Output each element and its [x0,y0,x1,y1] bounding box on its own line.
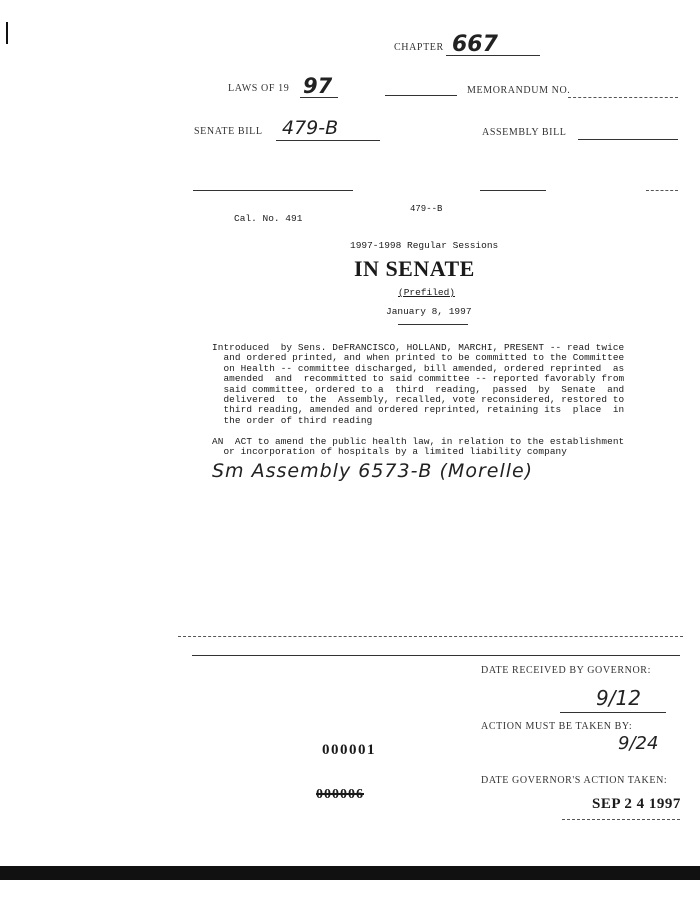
intro-line: and ordered printed, and when printed to be committed to the Committee [212,352,625,364]
bill-number: 479--B [410,204,443,214]
intro-line: Introduced by Sens. DeFRANCISCO, HOLLAND, MARCHI, PRESENT -- read twice [212,342,625,353]
laws-label: LAWS OF 19 [228,83,290,94]
bottom-bar [0,866,700,880]
senate-bill-label: SENATE BILL [194,126,263,137]
memorandum-line [568,97,678,98]
intro-line: amended and recommitted to said committee -- reported favorably from [212,373,625,385]
laws-line [300,97,338,98]
action-taken-label: DATE GOVERNOR'S ACTION TAKEN: [481,775,668,786]
intro-line: on Health -- committee discharged, bill amended, ordered reprinted as [212,362,625,374]
intro-line: the order of third reading [212,414,373,426]
assembly-bill-line [578,139,678,140]
session: 1997-1998 Regular Sessions [350,240,499,251]
struck-number: 000006 [316,787,364,802]
act-line: AN ACT to amend the public health law, in relation to the establishment [212,436,625,447]
memorandum-label: MEMORANDUM NO. [467,85,571,96]
introduction-paragraph [212,343,624,426]
page-number: 000001 [322,742,376,758]
intro-line: said committee, ordered to a third reading, passed by Senate and [212,383,625,395]
memo-prefix-line [385,95,457,96]
form-line-right [646,190,678,191]
date-received-value: 9/12 [596,686,641,710]
chamber-title: IN SENATE [354,256,475,281]
chapter-line [446,55,540,56]
action-must-label: ACTION MUST BE TAKEN BY: [481,721,633,732]
calendar-number: Cal. No. 491 [234,213,303,224]
date-received-line [560,712,666,713]
separator-line-2 [192,655,680,656]
action-must-value: 9/24 [618,733,659,754]
act-line: or incorporation of hospitals by a limited liability company [212,446,568,458]
act-title [212,437,624,458]
prefiled: (Prefiled) [398,287,456,298]
bill-date: January 8, 1997 [386,306,472,317]
senate-bill-line [276,140,380,141]
chapter-label: CHAPTER [394,42,444,53]
senate-bill-value: 479-B [282,117,339,139]
intro-line: third reading, amended and ordered reprinted, retaining its place in [212,404,625,416]
form-line-middle [480,190,546,191]
margin-mark [6,22,8,44]
laws-value: 97 [303,74,333,98]
assembly-bill-label: ASSEMBLY BILL [482,127,567,138]
handwritten-note: Sm Assembly 6573-B (Morelle) [212,460,534,482]
action-taken-stamp: SEP 2 4 1997 [592,796,681,812]
intro-line: delivered to the Assembly, recalled, vote reconsidered, restored to [212,394,625,406]
form-line-left [193,190,353,191]
action-taken-line [562,819,680,820]
date-underline [398,324,468,325]
separator-line-1 [178,636,683,637]
chapter-value: 667 [452,32,498,57]
date-received-label: DATE RECEIVED BY GOVERNOR: [481,665,651,676]
